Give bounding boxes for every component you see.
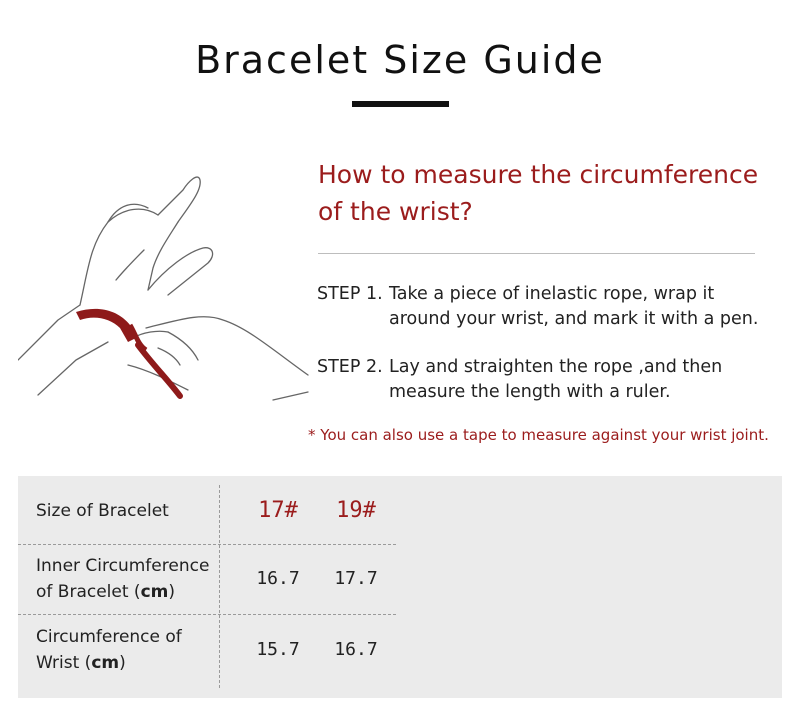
table-row-divider	[18, 544, 396, 545]
measure-heading-line2: of the wrist?	[318, 197, 473, 226]
row-label-inner-line1: Inner Circumference	[36, 556, 210, 576]
measure-heading-line1: How to measure the circumference	[318, 160, 759, 189]
size-table	[18, 476, 782, 698]
wrist-circumference-19: 16.7	[334, 639, 378, 660]
step-1-line2: around your wrist, and mark it with a pen.	[389, 309, 759, 329]
table-row-divider	[18, 614, 396, 615]
wrist-measure-illustration	[18, 160, 313, 410]
row-label-inner-line2: of Bracelet (cm)	[36, 582, 175, 602]
row-label-wrist-line2: Wrist (cm)	[36, 653, 126, 673]
step-1-line1: Take a piece of inelastic rope, wrap it	[389, 284, 715, 304]
heading-divider	[318, 253, 755, 254]
row-label-size-text: Size of Bracelet	[36, 501, 169, 521]
size-19-header: 19#	[336, 498, 376, 523]
step-1	[317, 282, 759, 329]
tape-note: * You can also use a tape to measure against your wrist joint.	[308, 426, 769, 444]
step-2-label: STEP 2.	[317, 357, 383, 377]
unit-cm: cm	[91, 653, 120, 673]
size-17-header: 17#	[258, 498, 298, 523]
wrist-circumference-17: 15.7	[256, 639, 300, 660]
unit-cm: cm	[140, 582, 169, 602]
step-2-line2: measure the length with a ruler.	[389, 382, 671, 402]
inner-circumference-19: 17.7	[334, 568, 378, 589]
measure-heading	[318, 156, 768, 230]
row-label-size	[36, 498, 169, 524]
step-2-line1: Lay and straighten the rope ,and then	[389, 357, 723, 377]
table-column-divider	[219, 485, 220, 688]
step-1-label: STEP 1.	[317, 284, 383, 304]
inner-circumference-17: 16.7	[256, 568, 300, 589]
page-title: Bracelet Size Guide	[195, 38, 605, 82]
row-label-inner-circumference	[36, 553, 209, 605]
title-underline	[352, 101, 449, 107]
row-label-wrist-line1: Circumference of	[36, 627, 182, 647]
step-2	[317, 355, 723, 402]
row-label-wrist-circumference	[36, 624, 182, 676]
